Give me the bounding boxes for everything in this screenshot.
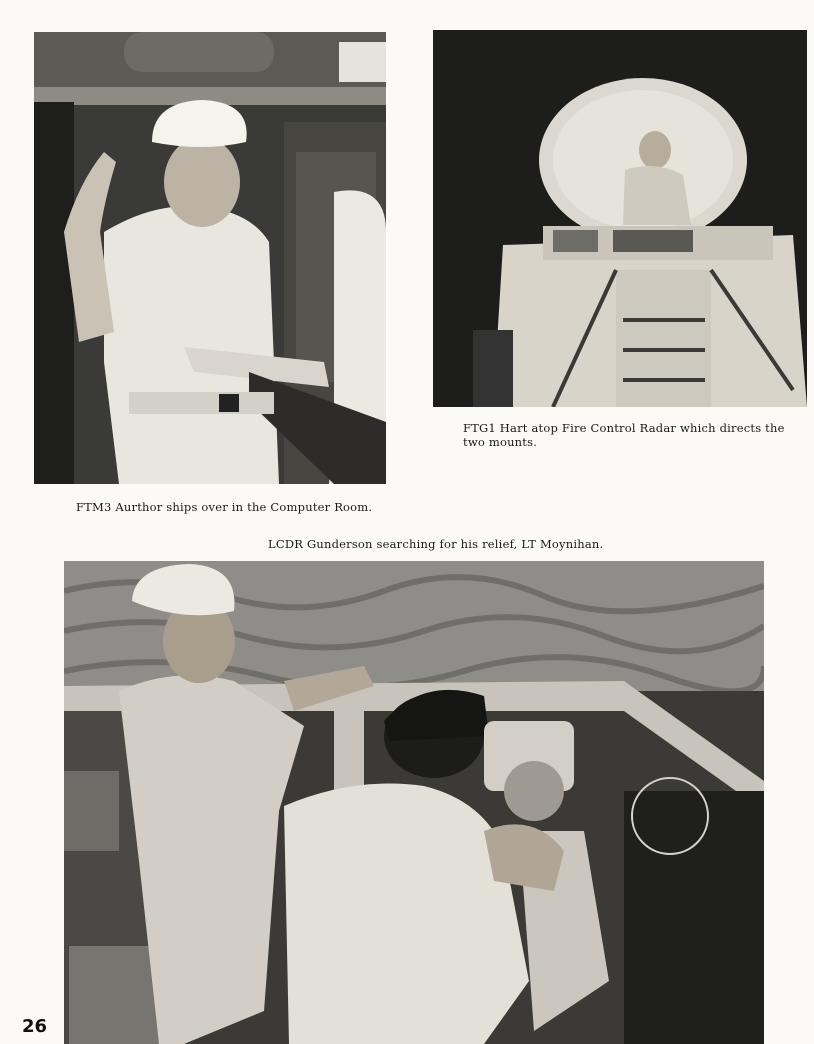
computer-room-photo — [34, 32, 386, 484]
computer-room-photo-graphic — [34, 32, 386, 484]
radar-photo — [433, 30, 807, 407]
bridge-wing-photo-graphic — [64, 561, 764, 1044]
bridge-wing-photo — [64, 561, 764, 1044]
page-number: 26 — [22, 1016, 48, 1037]
radar-photo-graphic — [433, 30, 807, 407]
radar-photo-caption: FTG1 Hart atop Fire Control Radar which directs the two mounts. — [463, 421, 785, 449]
bridge-photo-caption: LCDR Gunderson searching for his relief, LT Moynihan. — [268, 537, 604, 551]
computer-room-photo-caption: FTM3 Aurthor ships over in the Computer Room. — [76, 500, 373, 514]
